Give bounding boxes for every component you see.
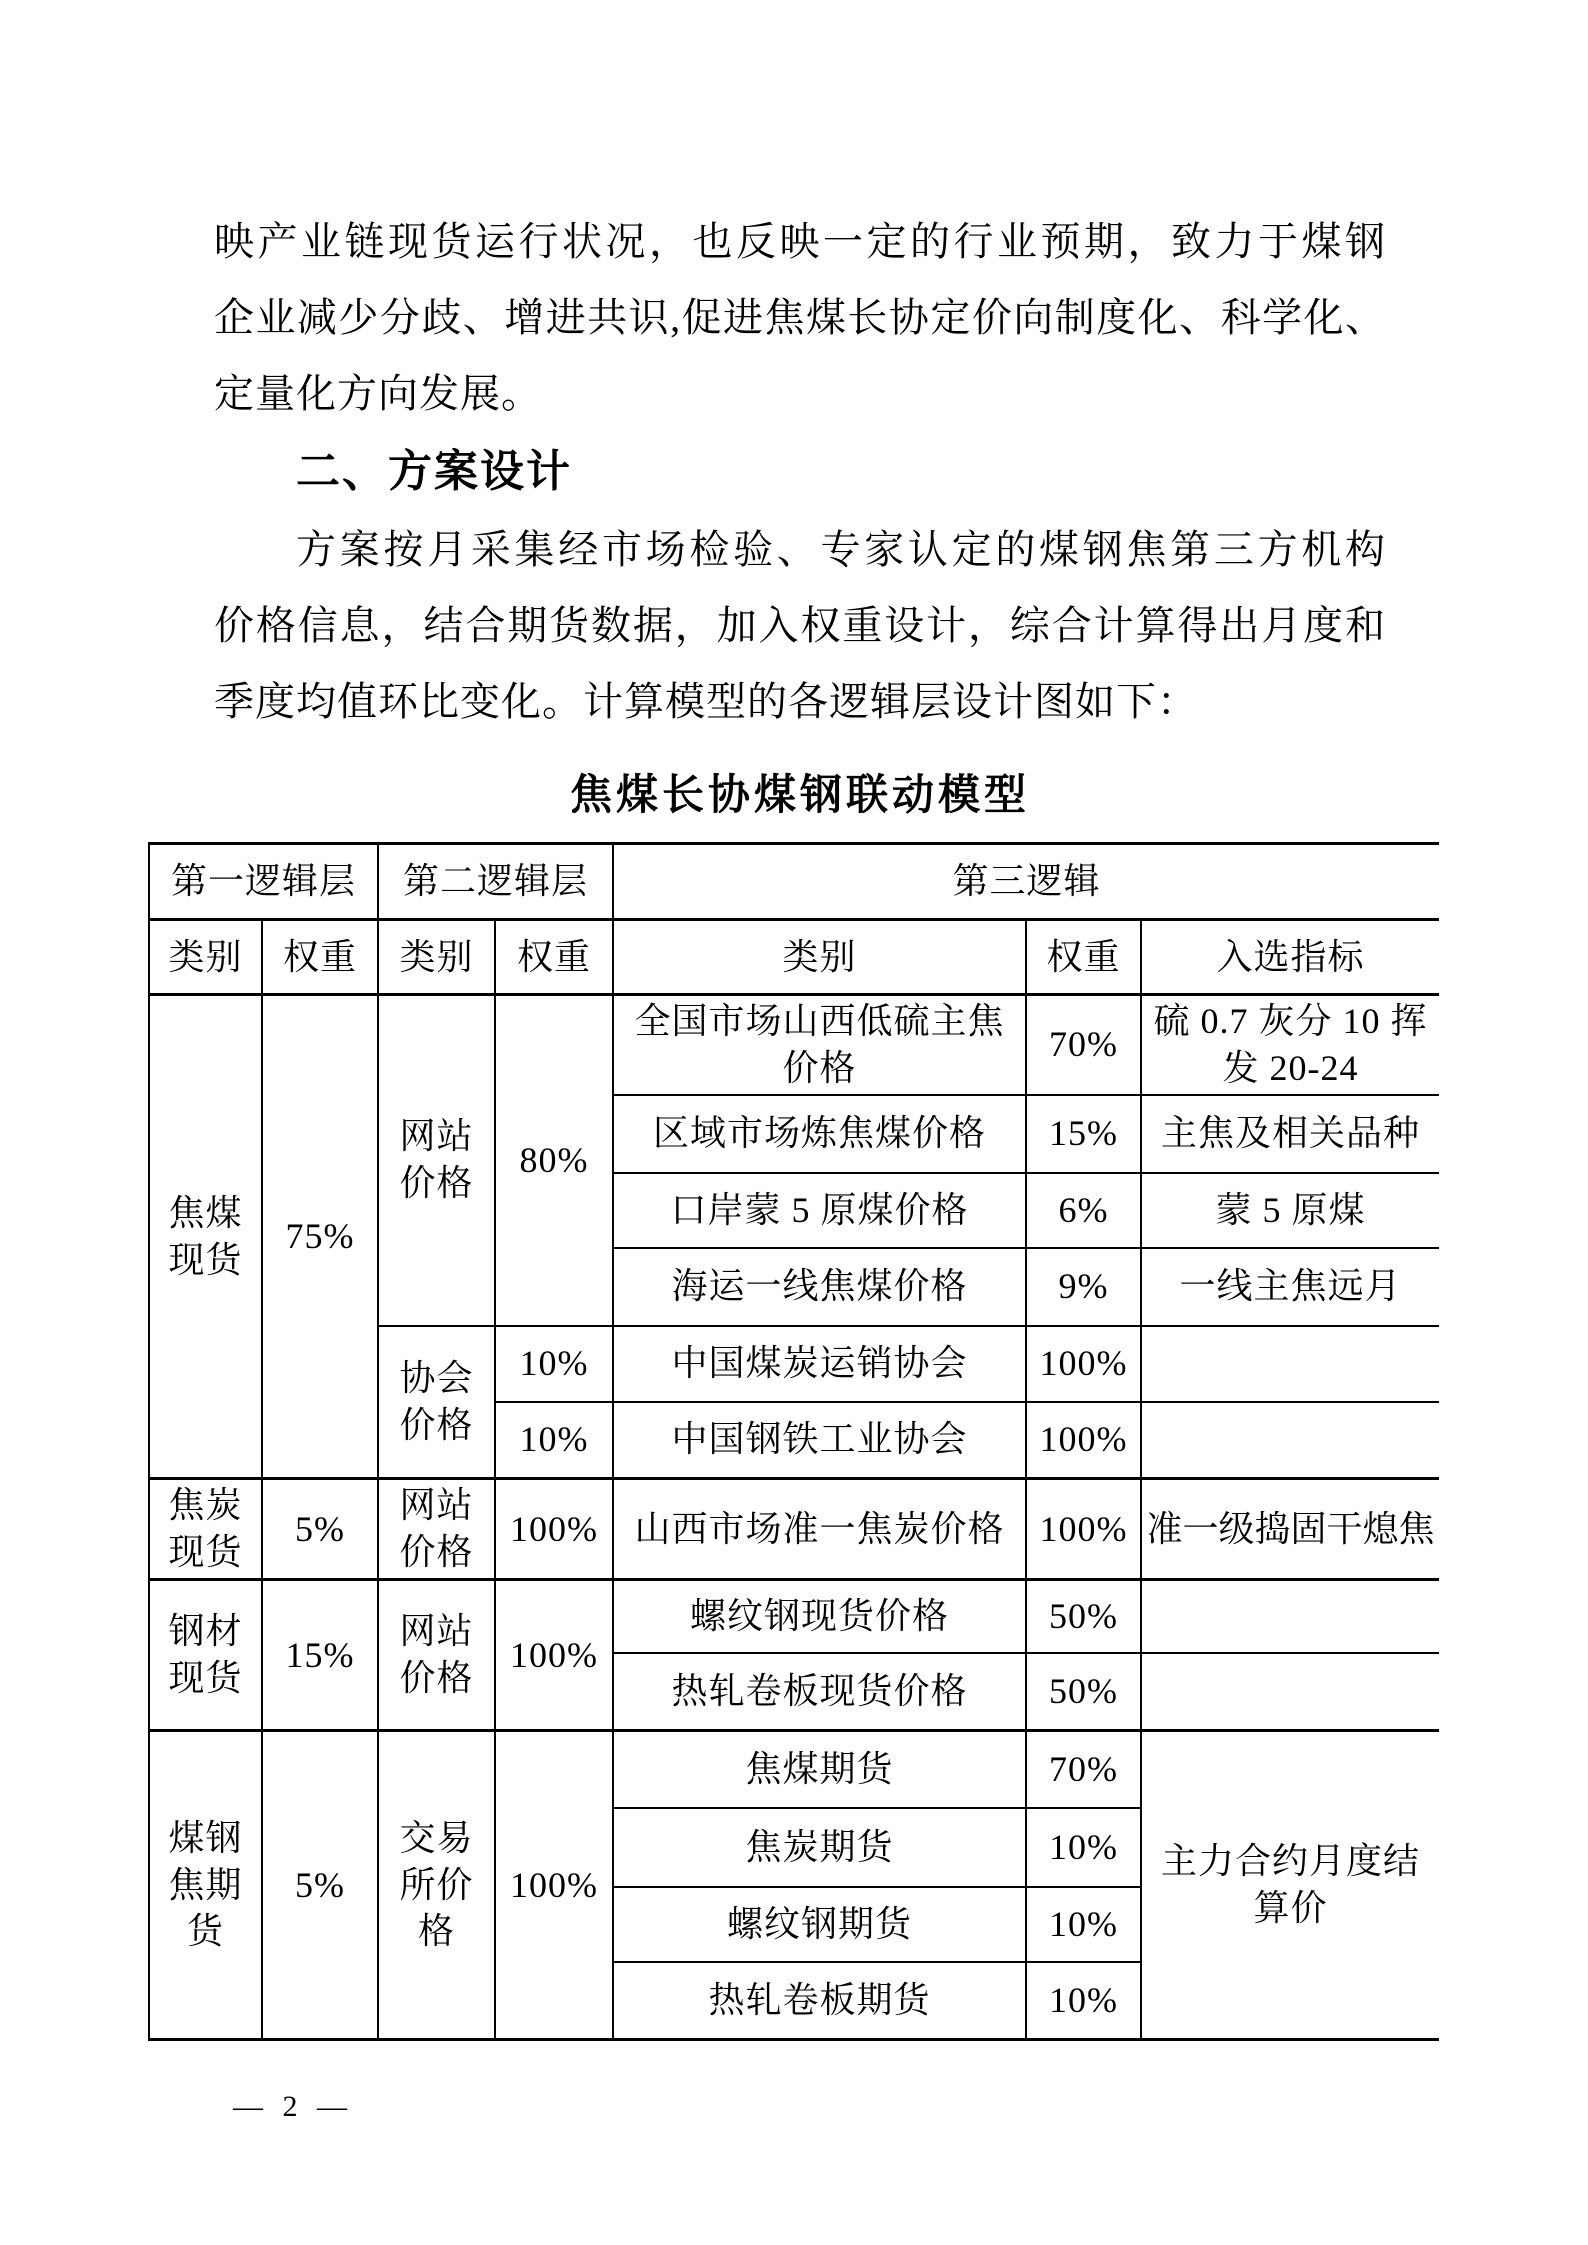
cell-weight: 9%	[1026, 1248, 1141, 1326]
group-steel-spot: 钢材现货	[149, 1580, 262, 1731]
table-header-row-2	[149, 920, 1439, 995]
header-logic-layer-1: 第一逻辑层	[149, 844, 378, 920]
cell-category: 热轧卷板期货	[613, 1962, 1026, 2040]
source-website-price-3: 网站价格	[378, 1580, 495, 1731]
group-coke-spot-weight: 5%	[262, 1479, 378, 1580]
cell-category: 焦炭期货	[613, 1808, 1026, 1887]
table-row	[149, 1731, 1439, 1808]
source-association-weight-1: 10%	[495, 1326, 613, 1402]
cell-weight: 15%	[1026, 1095, 1141, 1173]
cell-category: 中国煤炭运销协会	[613, 1326, 1026, 1402]
page-number: — 2 —	[233, 2090, 353, 2123]
cell-category: 焦煤期货	[613, 1731, 1026, 1808]
cell-indicator: 蒙 5 原煤	[1141, 1173, 1439, 1248]
group-coking-coal-spot: 焦煤现货	[149, 995, 262, 1479]
table-row	[149, 995, 1439, 1095]
cell-weight: 10%	[1026, 1962, 1141, 2040]
cell-category: 口岸蒙 5 原煤价格	[613, 1173, 1026, 1248]
cell-indicator	[1141, 1580, 1439, 1653]
paragraph-1	[214, 204, 1386, 432]
cell-indicator: 准一级捣固干熄焦	[1141, 1479, 1439, 1580]
cell-weight: 50%	[1026, 1653, 1141, 1731]
cell-indicator: 主焦及相关品种	[1141, 1095, 1439, 1173]
cell-weight: 70%	[1026, 995, 1141, 1095]
table-header-row-1	[149, 844, 1439, 920]
source-association-price: 协会价格	[378, 1326, 495, 1479]
paragraph-2-line-3: 季度均值环比变化。计算模型的各逻辑层设计图如下：	[214, 679, 1198, 724]
cell-indicator: 硫 0.7 灰分 10 挥发 20-24	[1141, 995, 1439, 1095]
paragraph-1-line-2: 企业减少分歧、增进共识,促进焦煤长协定价向制度化、科学化、	[214, 295, 1386, 340]
cell-category: 全国市场山西低硫主焦价格	[613, 995, 1026, 1095]
paragraph-2	[214, 512, 1386, 740]
header-weight-1: 权重	[262, 920, 378, 995]
header-category-2: 类别	[378, 920, 495, 995]
cell-indicator	[1141, 1653, 1439, 1731]
source-website-price-2: 网站价格	[378, 1479, 495, 1580]
paragraph-1-line-3: 定量化方向发展。	[214, 371, 542, 416]
group-coking-coal-spot-weight: 75%	[262, 995, 378, 1479]
source-website-price-2-weight: 100%	[495, 1479, 613, 1580]
cell-category: 螺纹钢期货	[613, 1887, 1026, 1962]
cell-weight: 100%	[1026, 1479, 1141, 1580]
header-category-3: 类别	[613, 920, 1026, 995]
group-steel-spot-weight: 15%	[262, 1580, 378, 1731]
cell-indicator: 一线主焦远月	[1141, 1248, 1439, 1326]
paragraph-2-line-2: 价格信息，结合期货数据，加入权重设计，综合计算得出月度和	[214, 603, 1386, 648]
header-weight-3: 权重	[1026, 920, 1141, 995]
cell-weight: 6%	[1026, 1173, 1141, 1248]
header-indicator: 入选指标	[1141, 920, 1439, 995]
cell-category: 区域市场炼焦煤价格	[613, 1095, 1026, 1173]
group-coke-spot: 焦炭现货	[149, 1479, 262, 1580]
cell-futures-indicator: 主力合约月度结算价	[1141, 1731, 1439, 2040]
cell-weight: 50%	[1026, 1580, 1141, 1653]
cell-indicator	[1141, 1402, 1439, 1479]
cell-category: 海运一线焦煤价格	[613, 1248, 1026, 1326]
cell-category: 中国钢铁工业协会	[613, 1402, 1026, 1479]
header-logic-layer-3: 第三逻辑	[613, 844, 1439, 920]
table-row	[149, 1479, 1439, 1580]
cell-weight: 100%	[1026, 1326, 1141, 1402]
header-logic-layer-2: 第二逻辑层	[378, 844, 613, 920]
cell-category: 山西市场准一焦炭价格	[613, 1479, 1026, 1580]
source-exchange-price: 交易所价格	[378, 1731, 495, 2040]
cell-weight: 10%	[1026, 1808, 1141, 1887]
source-exchange-price-weight: 100%	[495, 1731, 613, 2040]
source-website-price-1-weight: 80%	[495, 995, 613, 1326]
header-category-1: 类别	[149, 920, 262, 995]
header-weight-2: 权重	[495, 920, 613, 995]
source-website-price-3-weight: 100%	[495, 1580, 613, 1731]
source-association-weight-2: 10%	[495, 1402, 613, 1479]
group-futures: 煤钢焦期货	[149, 1731, 262, 2040]
cell-indicator	[1141, 1326, 1439, 1402]
section-heading: 二、方案设计	[296, 447, 572, 496]
model-table	[148, 842, 1439, 2041]
table-row	[149, 1580, 1439, 1653]
source-website-price-1: 网站价格	[378, 995, 495, 1326]
paragraph-1-line-1: 映产业链现货运行状况，也反映一定的行业预期，致力于煤钢	[214, 219, 1386, 264]
cell-category: 热轧卷板现货价格	[613, 1653, 1026, 1731]
paragraph-2-line-1: 方案按月采集经市场检验、专家认定的煤钢焦第三方机构	[296, 527, 1386, 572]
cell-category: 螺纹钢现货价格	[613, 1580, 1026, 1653]
cell-weight: 70%	[1026, 1731, 1141, 1808]
cell-weight: 10%	[1026, 1887, 1141, 1962]
group-futures-weight: 5%	[262, 1731, 378, 2040]
cell-weight: 100%	[1026, 1402, 1141, 1479]
table-title: 焦煤长协煤钢联动模型	[569, 771, 1030, 818]
